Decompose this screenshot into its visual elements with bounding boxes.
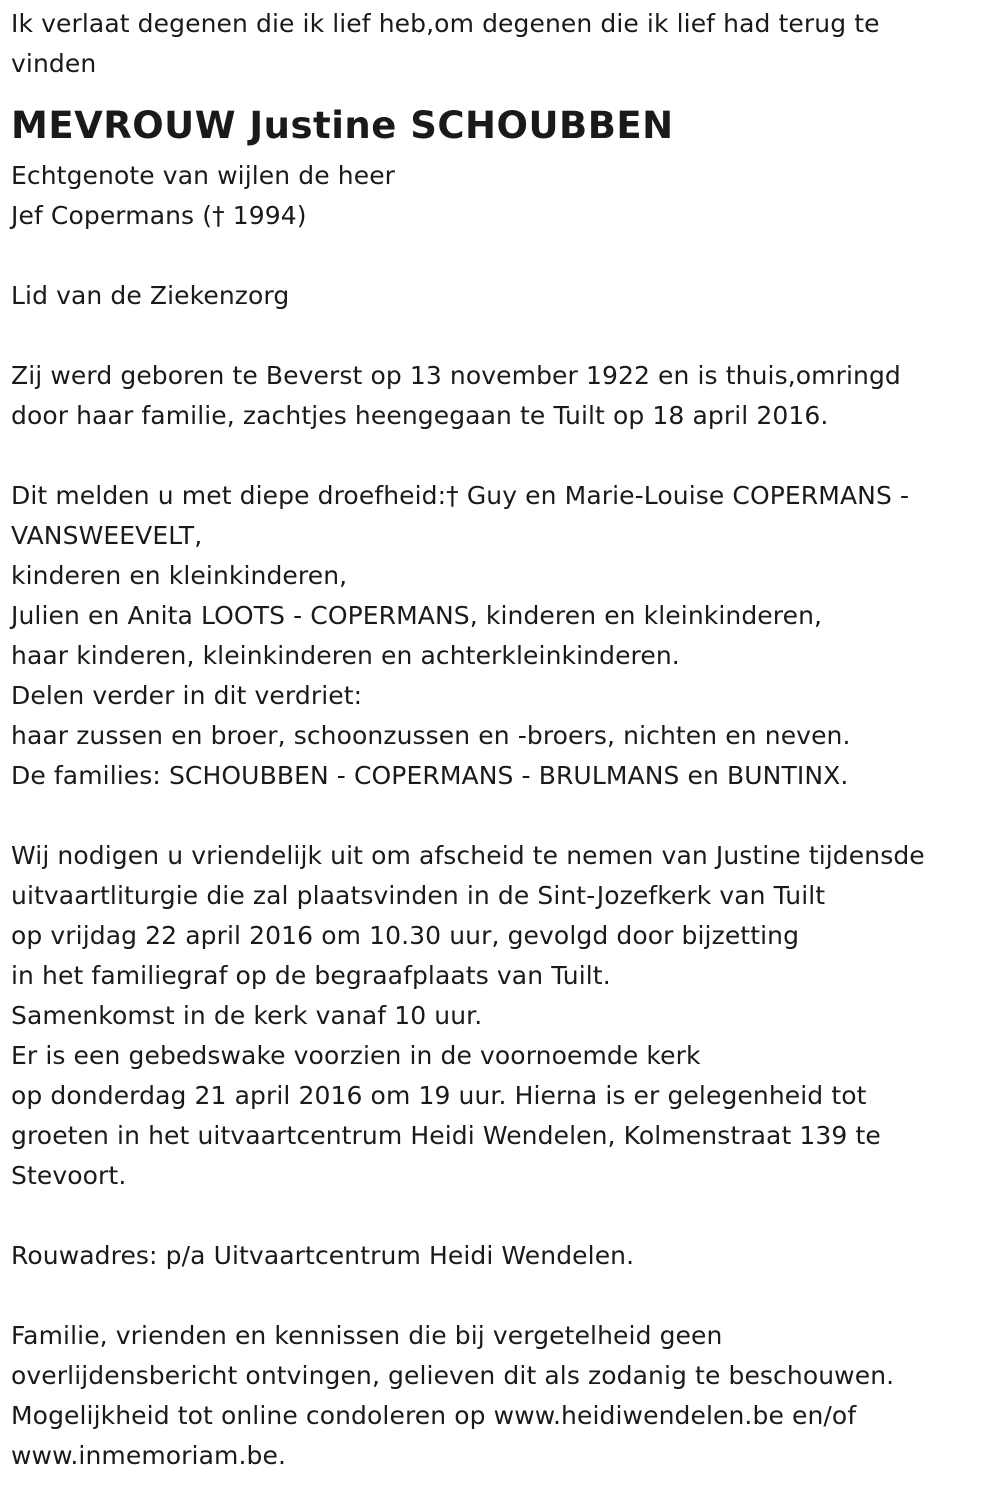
ceremony-block — [11, 836, 986, 1196]
ceremony-line: op donderdag 21 april 2016 om 19 uur. Hierna is er gelegenheid tot — [11, 1081, 867, 1110]
ceremony-line: in het familiegraf op de begraafplaats van Tuilt. — [11, 961, 611, 990]
ceremony-line: Wij nodigen u vriendelijk uit om afscheid te nemen van Justine tijdensde — [11, 841, 925, 870]
ceremony-line: groeten in het uitvaartcentrum Heidi Wendelen, Kolmenstraat 139 te — [11, 1121, 881, 1150]
spacer — [11, 1276, 986, 1316]
quote-line: vinden — [11, 49, 97, 78]
family-line: Dit melden u met diepe droefheid:† Guy en Marie-Louise COPERMANS - — [11, 481, 910, 510]
closing-block — [11, 1316, 986, 1476]
family-line: VANSWEEVELT, — [11, 521, 203, 550]
spacer — [11, 1196, 986, 1236]
family-line: De families: SCHOUBBEN - COPERMANS - BRULMANS en BUNTINX. — [11, 761, 849, 790]
spouse-block — [11, 156, 986, 236]
closing-line: Familie, vrienden en kennissen die bij vergetelheid geen — [11, 1321, 723, 1350]
closing-line: overlijdensbericht ontvingen, gelieven dit als zodanig te beschouwen. — [11, 1361, 895, 1390]
mourning-address: Rouwadres: p/a Uitvaartcentrum Heidi Wendelen. — [11, 1241, 635, 1270]
birth-death-line: Zij werd geboren te Beverst op 13 november 1922 en is thuis,omringd — [11, 361, 901, 390]
family-line: haar kinderen, kleinkinderen en achterkleinkinderen. — [11, 641, 680, 670]
obituary-document — [11, 4, 986, 1476]
birth-death-line: door haar familie, zachtjes heengegaan te Tuilt op 18 april 2016. — [11, 401, 829, 430]
quote-line: Ik verlaat degenen die ik lief heb,om degenen die ik lief had terug te — [11, 9, 880, 38]
spouse-line: Jef Copermans († 1994) — [11, 201, 307, 230]
quote-block — [11, 4, 986, 84]
membership-line: Lid van de Ziekenzorg — [11, 281, 290, 310]
ceremony-line: Er is een gebedswake voorzien in de voornoemde kerk — [11, 1041, 701, 1070]
spouse-line: Echtgenote van wijlen de heer — [11, 161, 396, 190]
ceremony-line: Samenkomst in de kerk vanaf 10 uur. — [11, 1001, 483, 1030]
family-line: haar zussen en broer, schoonzussen en -broers, nichten en neven. — [11, 721, 851, 750]
family-line: Delen verder in dit verdriet: — [11, 681, 363, 710]
ceremony-line: op vrijdag 22 april 2016 om 10.30 uur, gevolgd door bijzetting — [11, 921, 800, 950]
spacer — [11, 236, 986, 276]
ceremony-line: Stevoort. — [11, 1161, 127, 1190]
family-line: Julien en Anita LOOTS - COPERMANS, kinderen en kleinkinderen, — [11, 601, 823, 630]
deceased-name: MEVROUW Justine SCHOUBBEN — [11, 104, 674, 147]
closing-line: www.inmemoriam.be. — [11, 1441, 287, 1470]
spacer — [11, 796, 986, 836]
closing-line: Mogelijkheid tot online condoleren op www.heidiwendelen.be en/of — [11, 1401, 857, 1430]
birth-death-block — [11, 356, 986, 436]
spacer — [11, 436, 986, 476]
spacer — [11, 316, 986, 356]
family-block — [11, 476, 986, 796]
ceremony-line: uitvaartliturgie die zal plaatsvinden in de Sint-Jozefkerk van Tuilt — [11, 881, 826, 910]
family-line: kinderen en kleinkinderen, — [11, 561, 348, 590]
